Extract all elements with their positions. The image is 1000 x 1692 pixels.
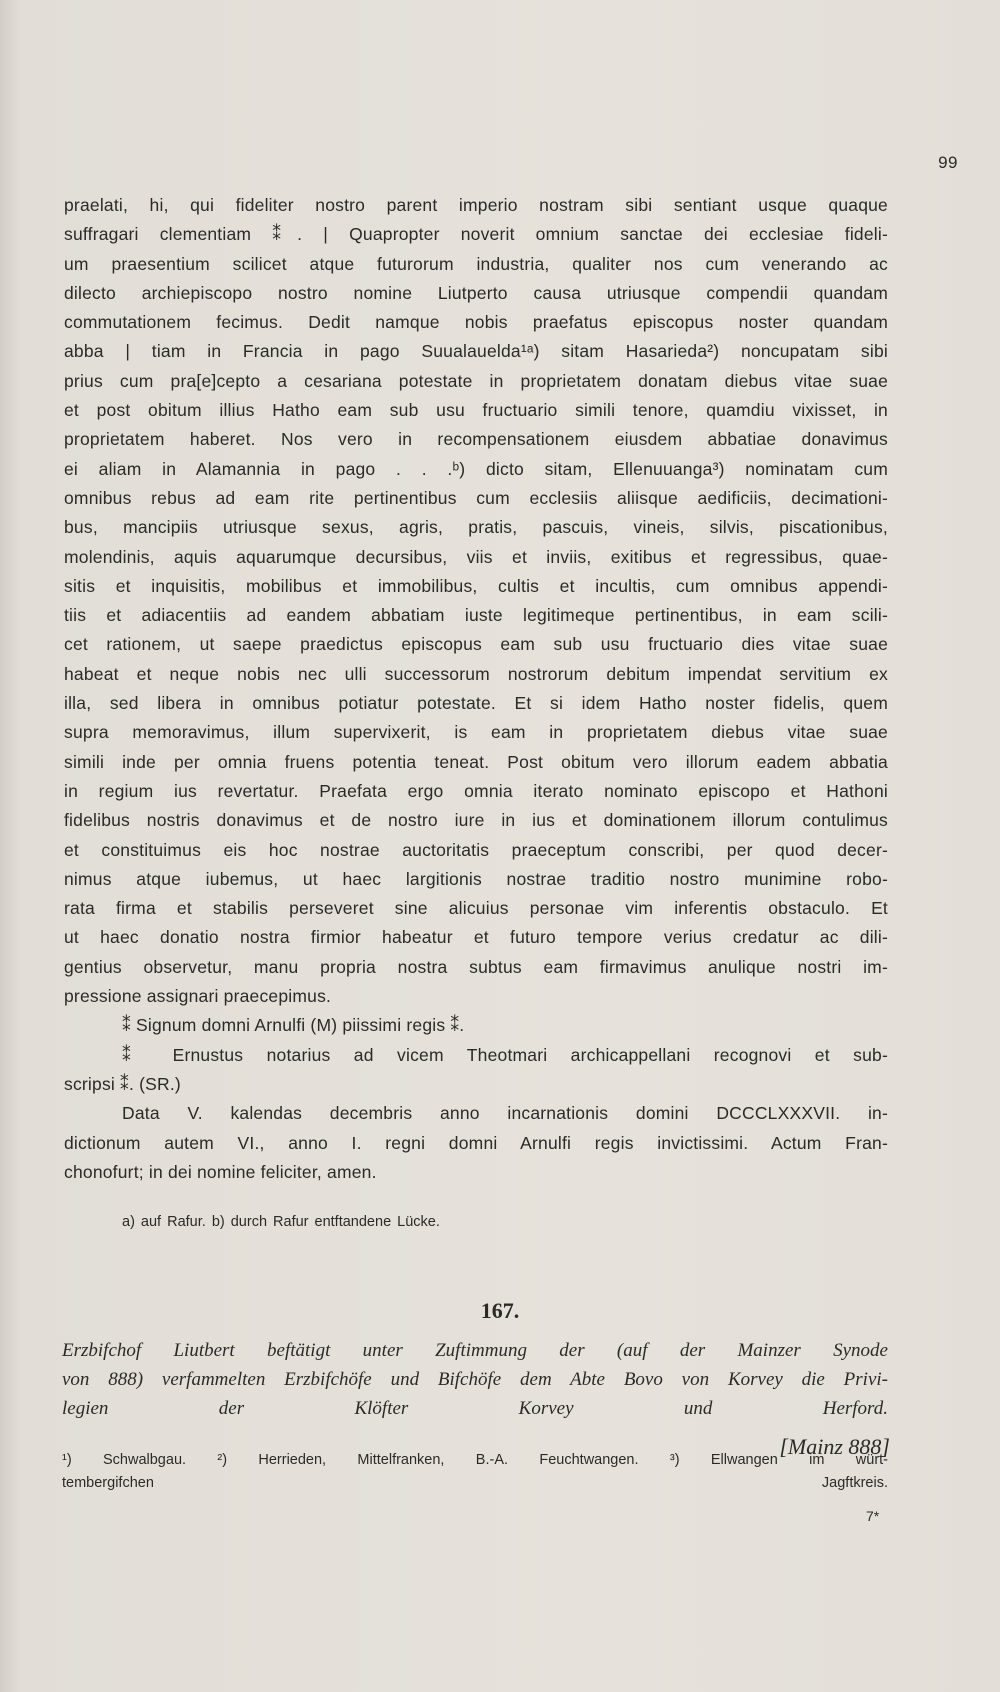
charter-body-text: [64, 191, 888, 1187]
regest-line: von 888) verfammelten Erzbifchöfe und Bifchöfe dem Abte Bovo von Korvey die Privi-: [62, 1369, 888, 1390]
body-line: ei aliam in Alamannia in pago . . .ᵇ) dicto sitam, Ellenuuanga³) nominatam cum: [64, 458, 888, 479]
page-number: 99: [938, 153, 958, 172]
body-line: gentius observetur, manu propria nostra subtus eam firmavimus anulique nostri im-: [64, 956, 888, 977]
printer-signature: 7*: [866, 1508, 880, 1524]
dating-line: dictionum autem VI., anno I. regni domni Arnulfi regis invictissimi. Actum Fran-: [64, 1132, 888, 1153]
body-line: tiis et adiacentiis ad eandem abbatiam iuste legitimeque pertinentibus, in eam scili-: [64, 605, 888, 626]
body-line: proprietatem haberet. Nos vero in recompensationem eiusdem abbatiae donavimus: [64, 429, 888, 450]
body-line: bus, mancipiis utriusque sexus, agris, pratis, pascuis, vineis, silvis, piscationibus,: [64, 517, 888, 538]
regest-line: legien der Klöfter Korvey und Herford.: [62, 1398, 888, 1419]
body-line: pressione assignari praecepimus.: [64, 986, 332, 1007]
body-line: prius cum pra[e]cepto a cesariana potestate in proprietatem donatam diebus vitae suae: [64, 370, 888, 391]
body-line: simili inde per omnia fruens potentia teneat. Post obitum vero illorum eadem abbatia: [64, 751, 888, 772]
dating-line: chonofurt; in dei nomine feliciter, amen.: [64, 1161, 377, 1182]
body-line: abba | tiam in Francia in pago Suualauelda¹ᵃ) sitam Hasarieda²) noncupatam sibi: [64, 341, 888, 362]
body-line: et constituimus eis hoc nostrae auctoritatis praeceptum conscribi, per quod decer-: [64, 839, 888, 860]
body-line: commutationem fecimus. Dedit namque nobis praefatus episcopus noster quandam: [64, 312, 888, 333]
body-line: illa, sed libera in omnibus potiatur potestate. Et si idem Hatho noster fidelis, quem: [64, 693, 888, 714]
recognition-line: scripsi ⁑. (SR.): [64, 1073, 181, 1094]
body-line: nimus atque iubemus, ut haec largitionis nostrae traditio nostro munimine robo-: [64, 868, 888, 889]
body-line: um praesentium scilicet atque futurorum industria, qualiter nos cum venerando ac: [64, 253, 888, 274]
place-date: [Mainz 888]: [779, 1434, 890, 1459]
body-line: ut haec donatio nostra firmior habeatur et futuro tempore verius credatur ac dili-: [64, 927, 888, 948]
recognition-line: ⁑ Ernustus notarius ad vicem Theotmari archicappellani recognovi et sub-: [122, 1044, 888, 1065]
textual-notes: a) auf Rafur. b) durch Rafur entftandene Lücke.: [122, 1214, 440, 1230]
body-line: cet rationem, ut saepe praedictus episcopus eam sub usu fructuario dies vitae suae: [64, 634, 888, 655]
body-line: suffragari clementiam ⁑. | Quapropter noverit omnium sanctae dei ecclesiae fideli-: [64, 224, 888, 245]
body-line: in regium ius revertatur. Praefata ergo omnia iterato nominato episcopo et Hathoni: [64, 780, 888, 801]
body-line: sitis et inquisitis, mobilibus et immobilibus, cultis et incultis, cum omnibus appendi-: [64, 575, 888, 596]
document-regest: [62, 1336, 888, 1423]
signum-line: ⁑ Signum domni Arnulfi (M) piissimi regis ⁑.: [122, 1015, 465, 1036]
regest-line: Erzbifchof Liutbert beftätigt unter Zuftimmung der (auf der Mainzer Synode: [62, 1340, 888, 1361]
footnotes: [62, 1449, 888, 1495]
body-line: praelati, hi, qui fideliter nostro parent imperio nostram sibi sentiant usque quaque: [64, 195, 888, 215]
body-line: dilecto archiepiscopo nostro nomine Liutperto causa utriusque compendii quandam: [64, 282, 888, 303]
footnote-line: ¹) Schwalbgau. ²) Herrieden, Mittelfranken, B.-A. Feuchtwangen. ³) Ellwangen im würt-: [62, 1452, 888, 1468]
body-line: molendinis, aquis aquarumque decursibus, viis et inviis, exitibus et regressibus, quae-: [64, 546, 888, 567]
body-line: omnibus rebus ad eam rite pertinentibus cum ecclesiis aliisque aedificiis, decimationi-: [64, 487, 888, 508]
body-line: rata firma et stabilis perseveret sine alicuius personae vim inferentis obstaculo. Et: [64, 898, 888, 919]
body-line: habeat et neque nobis nec ulli successorum nostrorum debitum impendat servitium ex: [64, 663, 888, 684]
document-number: 167.: [480, 1298, 520, 1323]
body-line: supra memoravimus, illum supervixerit, is eam in proprietatem diebus vitae suae: [64, 722, 888, 743]
footnote-line: tembergifchen Jagftkreis.: [62, 1475, 888, 1491]
body-line: et post obitum illius Hatho eam sub usu fructuario simili tenore, quamdiu vixisset, in: [64, 400, 888, 421]
dating-line: Data V. kalendas decembris anno incarnationis domini DCCCLXXXVII. in-: [122, 1103, 888, 1124]
body-line: fidelibus nostris donavimus et de nostro iure in ius et dominationem illorum contulimus: [64, 810, 888, 831]
